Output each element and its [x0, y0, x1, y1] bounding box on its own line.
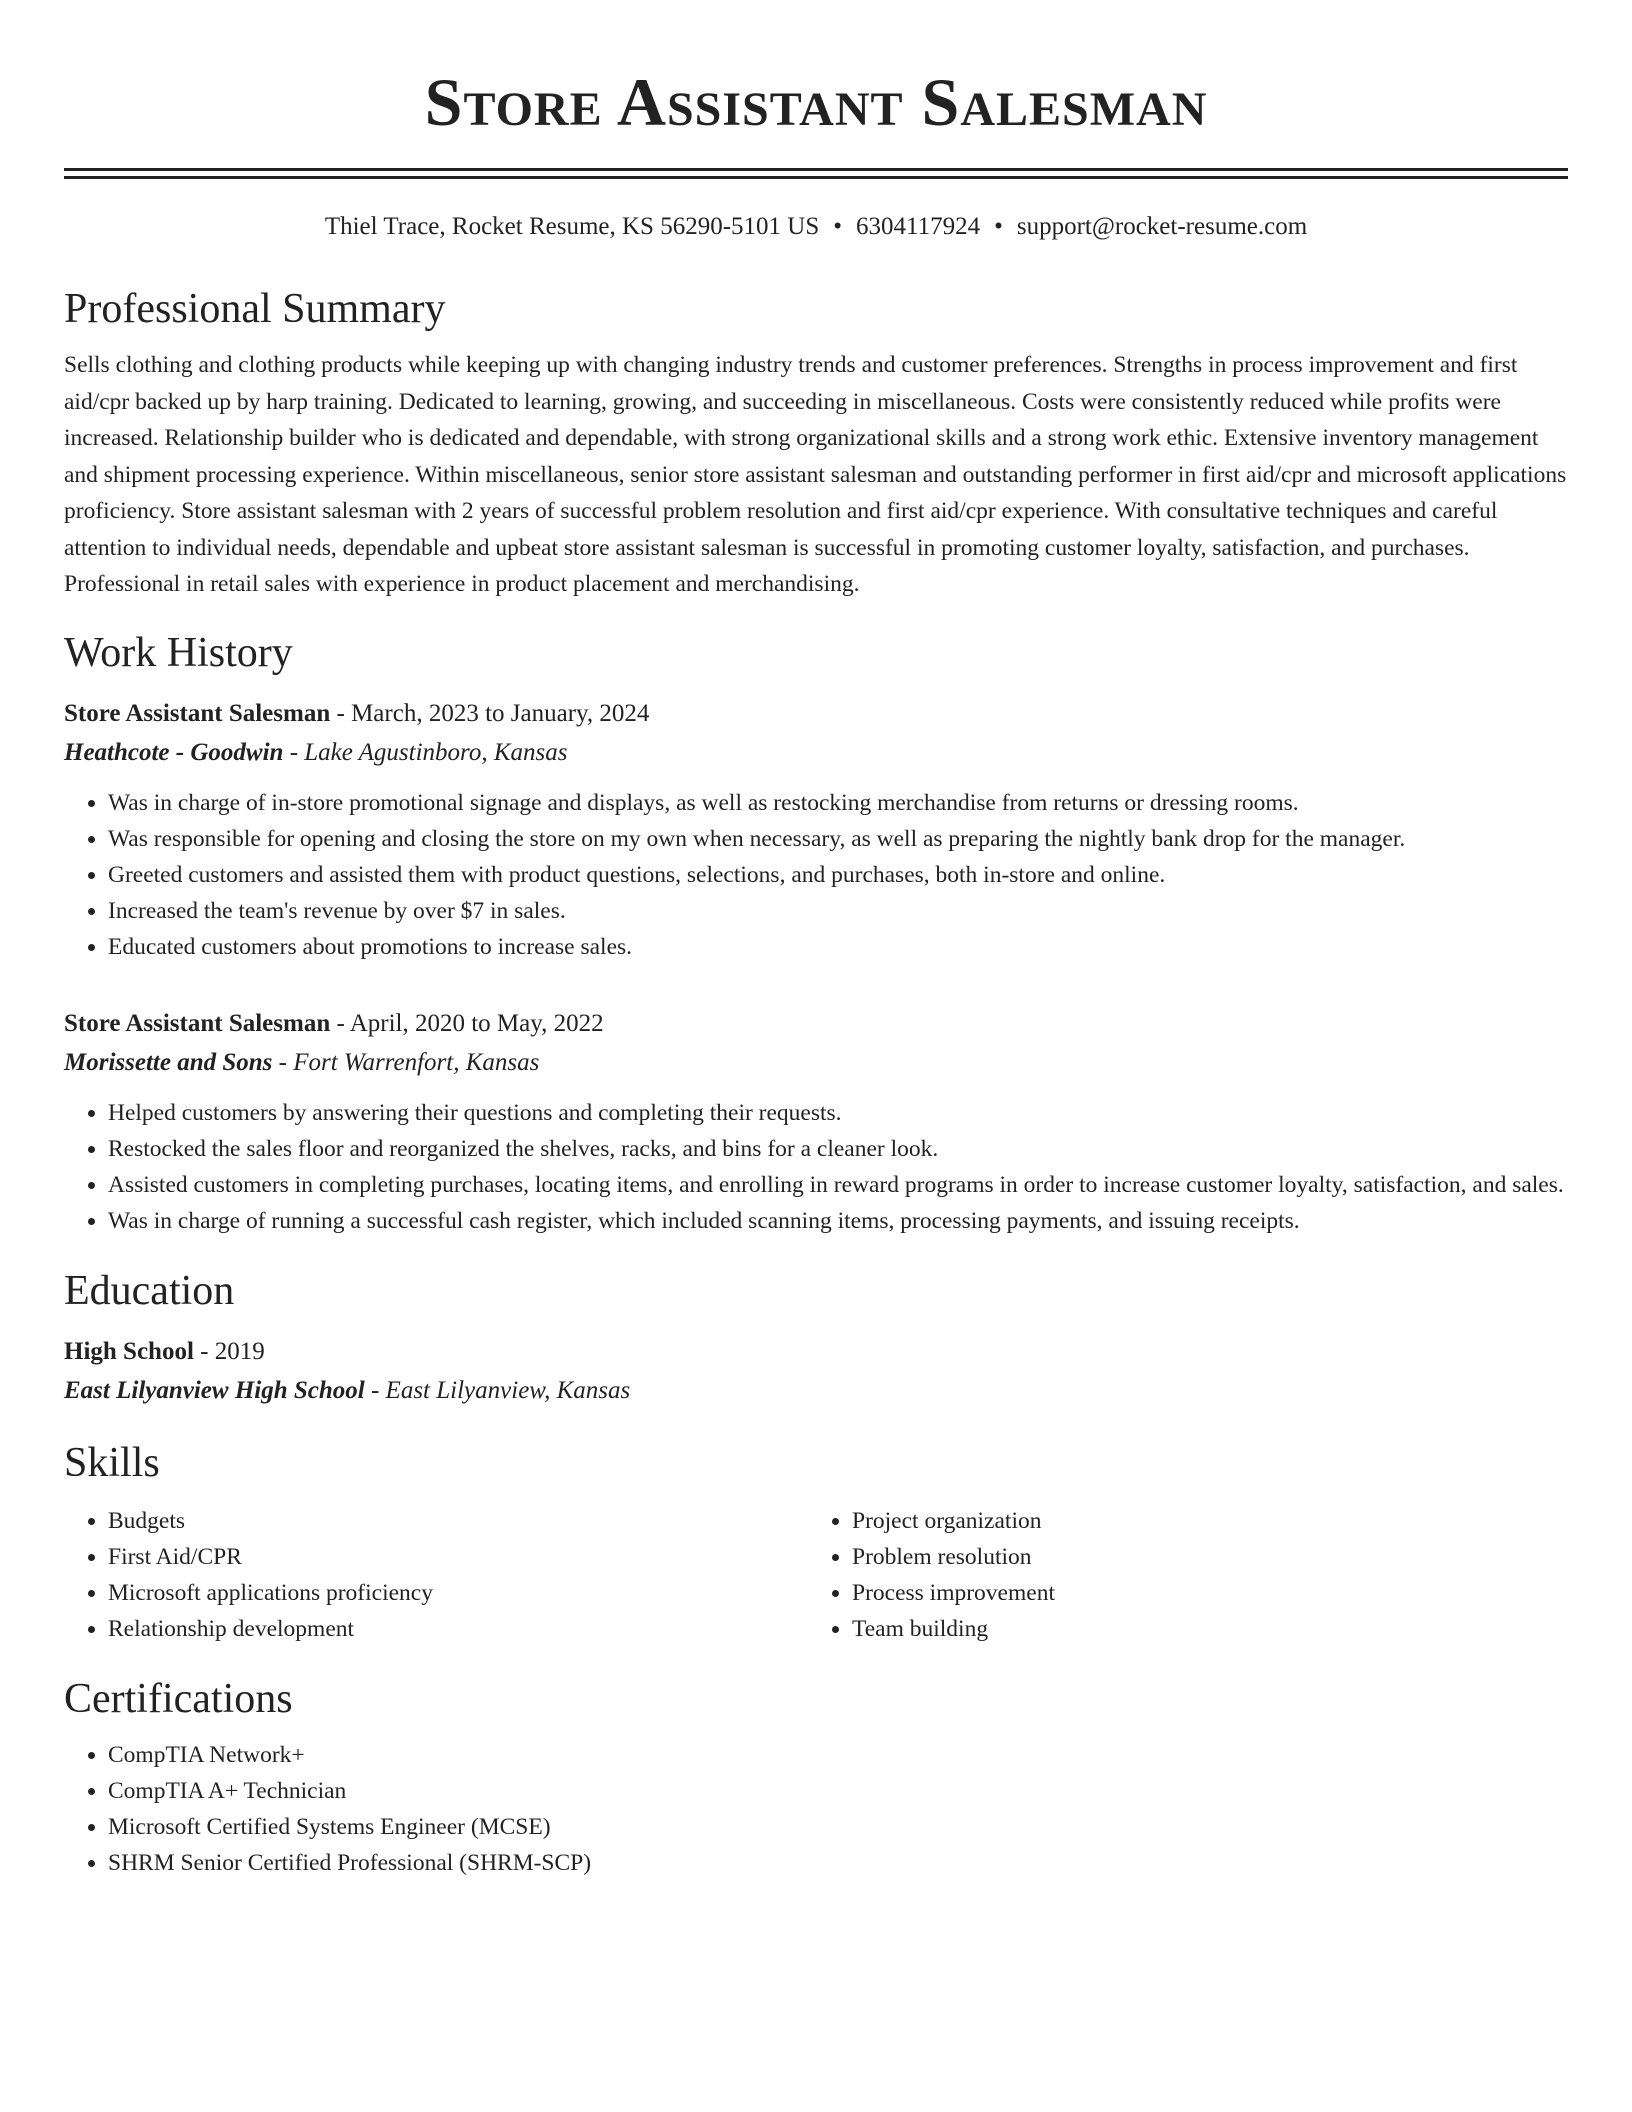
job-duty: • Was responsible for opening and closing the store on my own when necessary, as well as preparing the nightly bank drop for the manager. [108, 821, 1568, 857]
education-degree: High School [64, 1337, 194, 1365]
certifications-heading: Certifications [64, 1675, 293, 1722]
education-heading: Education [64, 1267, 235, 1314]
certification-item: • CompTIA A+ Technician [108, 1773, 1568, 1809]
job-role: Store Assistant Salesman [64, 699, 331, 727]
job-title-line [64, 695, 1568, 733]
job-duty: • Assisted customers in completing purchases, locating items, and enrolling in reward programs in order to increase customer loyalty, satisfaction, and sales. [108, 1167, 1568, 1203]
job-duties [64, 1095, 1568, 1239]
contact-separator: • [994, 213, 1003, 240]
job-location: - Lake Agustinboro, Kansas [283, 738, 568, 766]
contact-email: support@rocket-resume.com [1016, 213, 1308, 240]
job-employer: Heathcote - Goodwin [64, 738, 284, 766]
contact-address: Thiel Trace, Rocket Resume, KS 56290-5101 US [324, 213, 820, 240]
summary-heading: Professional Summary [64, 286, 446, 332]
job-duties [64, 785, 1568, 965]
skills-heading: Skills [64, 1439, 160, 1486]
skills-grid [64, 1503, 1568, 1647]
skill-item: • Problem resolution [852, 1539, 1552, 1575]
job-duty: • Restocked the sales floor and reorganized the shelves, racks, and bins for a cleaner look. [108, 1131, 1568, 1167]
certification-item: • SHRM Senior Certified Professional (SHRM-SCP) [108, 1845, 1568, 1881]
certification-item: • CompTIA Network+ [108, 1737, 1568, 1773]
contact-phone: 6304117924 [856, 213, 981, 240]
job-entry [64, 695, 1568, 965]
job-duty: • Was in charge of running a successful cash register, which included scanning items, processing payments, and issuing receipts. [108, 1203, 1568, 1239]
contact-line [64, 211, 1568, 243]
certifications-list [64, 1737, 1568, 1881]
header-divider [64, 168, 1568, 179]
skill-item: • Process improvement [852, 1575, 1552, 1611]
job-employer-line [64, 1043, 1568, 1083]
job-duty: • Was in charge of in-store promotional signage and displays, as well as restocking merchandise from returns or dressing rooms. [108, 785, 1568, 821]
certification-item: • Microsoft Certified Systems Engineer (MCSE) [108, 1809, 1568, 1845]
skill-item: • First Aid/CPR [108, 1539, 808, 1575]
job-dates: - March, 2023 to January, 2024 [330, 699, 650, 727]
education-year: - 2019 [193, 1337, 265, 1365]
job-entry [64, 1005, 1568, 1239]
education-school-line [64, 1371, 1568, 1411]
skill-item: • Project organization [852, 1503, 1552, 1539]
skill-item: • Relationship development [108, 1611, 808, 1647]
job-employer-line [64, 733, 1568, 773]
job-role: Store Assistant Salesman [64, 1009, 331, 1037]
job-duty: • Increased the team's revenue by over $7 in sales. [108, 893, 1568, 929]
job-duty: • Greeted customers and assisted them with product questions, selections, and purchases, both in-store and online. [108, 857, 1568, 893]
education-entry [64, 1333, 1568, 1411]
job-title-line [64, 1005, 1568, 1043]
contact-separator: • [833, 213, 843, 240]
job-location: - Fort Warrenfort, Kansas [272, 1048, 540, 1076]
skills-column-right [808, 1503, 1552, 1647]
skill-item: • Team building [852, 1611, 1552, 1647]
resume-name: Store Assistant Salesman [424, 64, 1208, 140]
job-dates: - April, 2020 to May, 2022 [330, 1009, 604, 1037]
job-duty: • Helped customers by answering their questions and completing their requests. [108, 1095, 1568, 1131]
summary-text: Sells clothing and clothing products while keeping up with changing industry trends and customer preferences. Strengths in process improvement and first aid/cpr backed up by harp training. Dedicated to learning, growing, and succeeding in miscellaneous. Costs were consistently reduced while profits were increased. Relationship builder who is dedicated and dependable, with strong organizational skills and a strong work ethic. Extensive inventory management and shipment processing experience. Within miscellaneous, senior store assistant salesman and outstanding performer in first aid/cpr and microsoft applications proficiency. Store assistant salesman with 2 years of successful problem resolution and first aid/cpr experience. With consultative techniques and careful attention to individual needs, dependable and upbeat store assistant salesman is successful in promoting customer loyalty, satisfaction, and purchases. Professional in retail sales with experience in product placement and merchandising. [64, 352, 1567, 597]
education-degree-line [64, 1333, 1568, 1371]
skill-item: • Budgets [108, 1503, 808, 1539]
skills-column-left [64, 1503, 808, 1647]
resume-page [64, 0, 1568, 1881]
job-duty: • Educated customers about promotions to increase sales. [108, 929, 1568, 965]
skill-item: • Microsoft applications proficiency [108, 1575, 808, 1611]
education-school: East Lilyanview High School [64, 1376, 365, 1404]
job-employer: Morissette and Sons [64, 1048, 273, 1076]
education-location: - East Lilyanview, Kansas [364, 1376, 631, 1404]
work-history-heading: Work History [64, 629, 293, 676]
